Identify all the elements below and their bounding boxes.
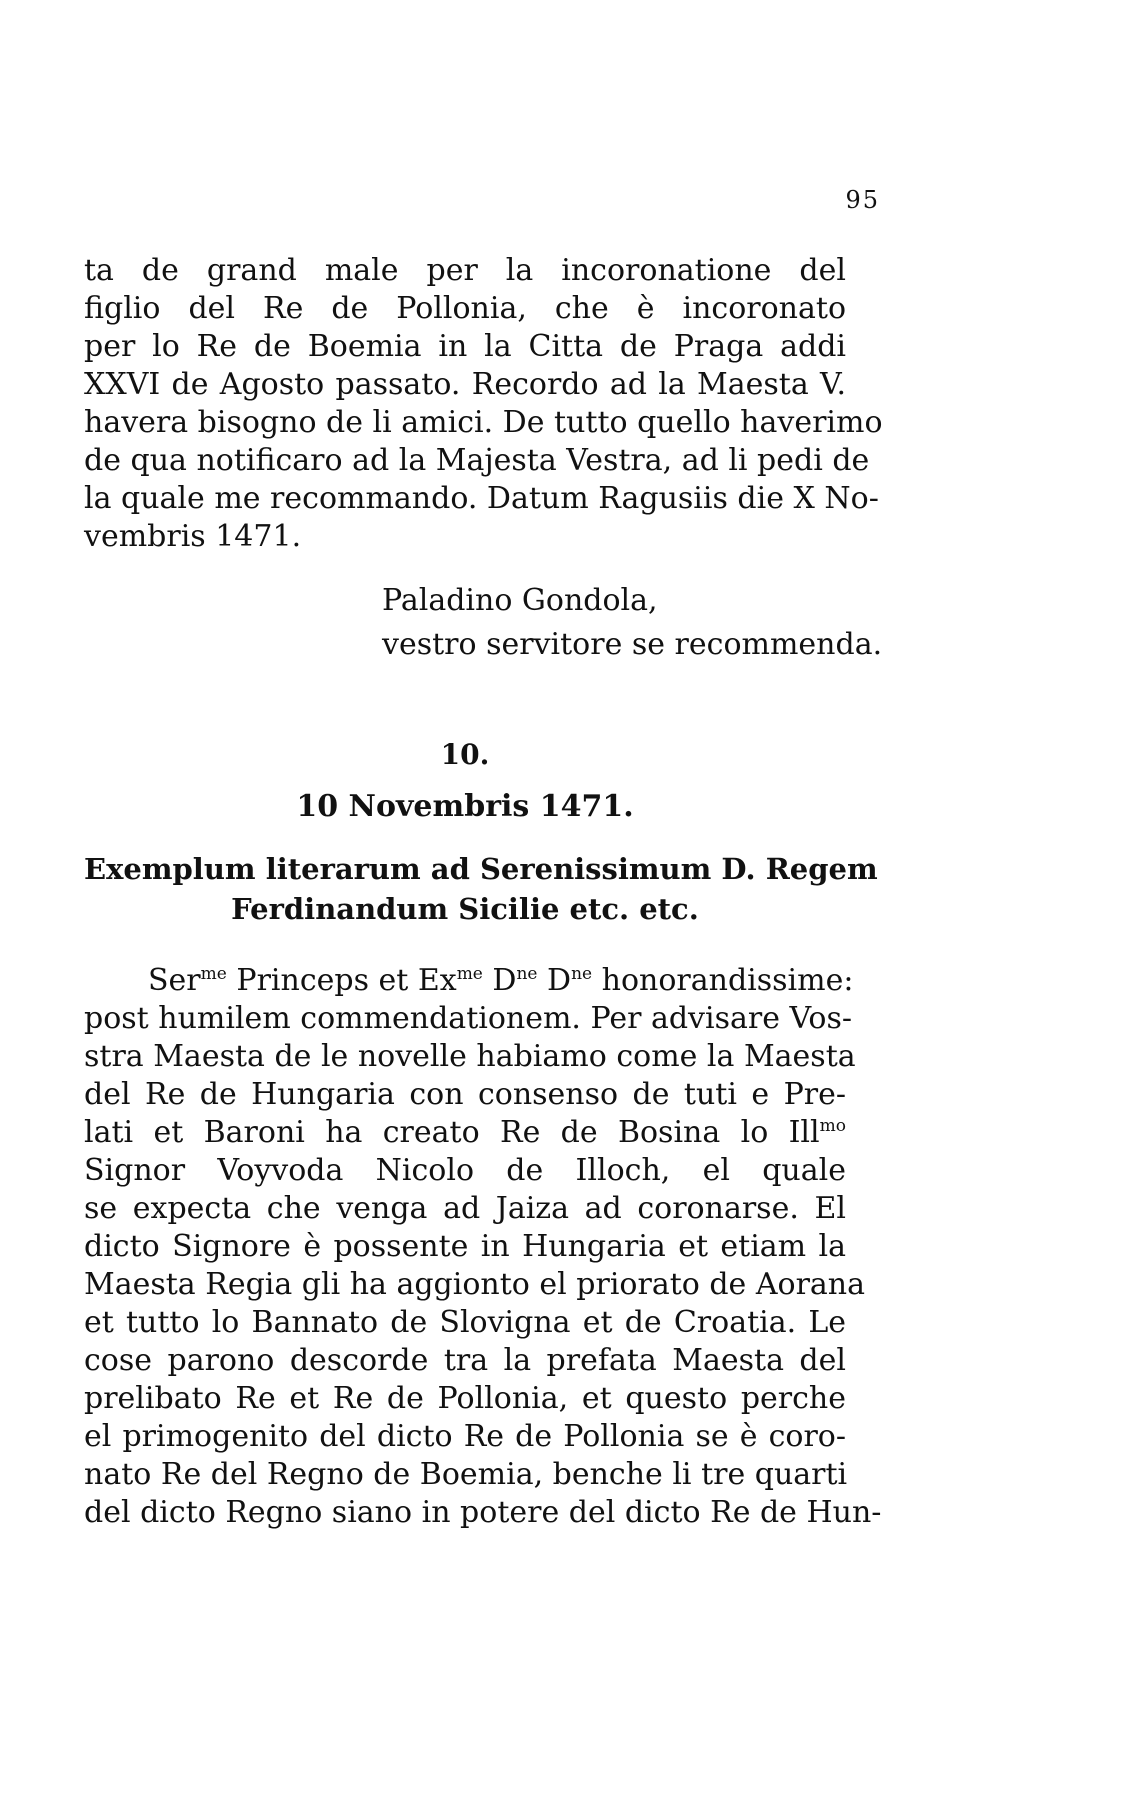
text-line: el primogenito del dicto Re de Pollonia se è coro- [84,1419,846,1454]
title-line: Ferdinandum Sicilie etc. etc. [231,892,699,926]
salutation-line [148,962,854,1000]
text-line: per lo Re de Boemia in la Citta de Praga addi [84,329,846,364]
text-line: Signor Voyvoda Nicolo de Illoch, el quale [84,1153,846,1188]
document-number: 10. [440,738,490,771]
text-line: del dicto Regno siano in potere del dicto Re de Hun- [84,1495,882,1530]
text-line: cose parono descorde tra la prefata Maesta del [84,1343,846,1378]
salutation-text: Princeps et Ex [226,963,457,998]
text-line: XXVI de Agosto passato. Recordo ad la Maesta V. [84,367,846,402]
salutation-sup: ne [571,964,593,984]
page-number: 95 [845,186,880,214]
text-line: vembris 1471. [84,519,302,554]
text-segment: lati et Baroni ha creato Re de Bosina lo Ill [84,1115,820,1150]
signature-closing: vestro servitore se recommenda. [382,627,883,662]
text-line: et tutto lo Bannato de Slovigna et de Croatia. Le [84,1305,846,1340]
text-line: ta de grand male per la incoronatione del [84,253,846,288]
text-line: nato Re del Regno de Boemia, benche li tre quarti [84,1457,848,1492]
text-line: post humilem commendationem. Per advisare Vos- [84,1001,853,1036]
text-sup: mo [819,1116,846,1136]
text-line: prelibato Re et Re de Pollonia, et questo perche [84,1381,846,1416]
salutation-text: D [537,963,572,998]
text-line [84,1114,846,1152]
text-line: la quale me recommando. Datum Ragusiis die X No- [84,481,879,516]
signature-name: Paladino Gondola, [382,583,658,618]
salutation-text: D [482,963,517,998]
salutation-text: honorandissime: [592,963,854,998]
salutation-sup: ne [516,964,538,984]
document-date: 10 Novembris 1471. [296,789,634,824]
text-line: se expecta che venga ad Jaiza ad coronarse. El [84,1191,846,1226]
text-line: figlio del Re de Pollonia, che è incoronato [84,291,846,326]
text-line: del Re de Hungaria con consenso de tuti e Pre- [84,1077,846,1112]
text-line: de qua notificaro ad la Majesta Vestra, ad li pedi de [84,443,870,478]
text-line: stra Maesta de le novelle habiamo come la Maesta [84,1039,856,1074]
salutation-sup: me [200,964,227,984]
text-line: havera bisogno de li amici. De tutto quello haverimo [84,405,883,440]
salutation-ser: Ser [148,963,201,998]
title-line: Exemplum literarum ad Serenissimum D. Regem [84,852,878,886]
text-line: Maesta Regia gli ha aggionto el priorato de Aorana [84,1267,866,1302]
text-line: dicto Signore è possente in Hungaria et etiam la [84,1229,846,1264]
salutation-sup: me [456,964,483,984]
